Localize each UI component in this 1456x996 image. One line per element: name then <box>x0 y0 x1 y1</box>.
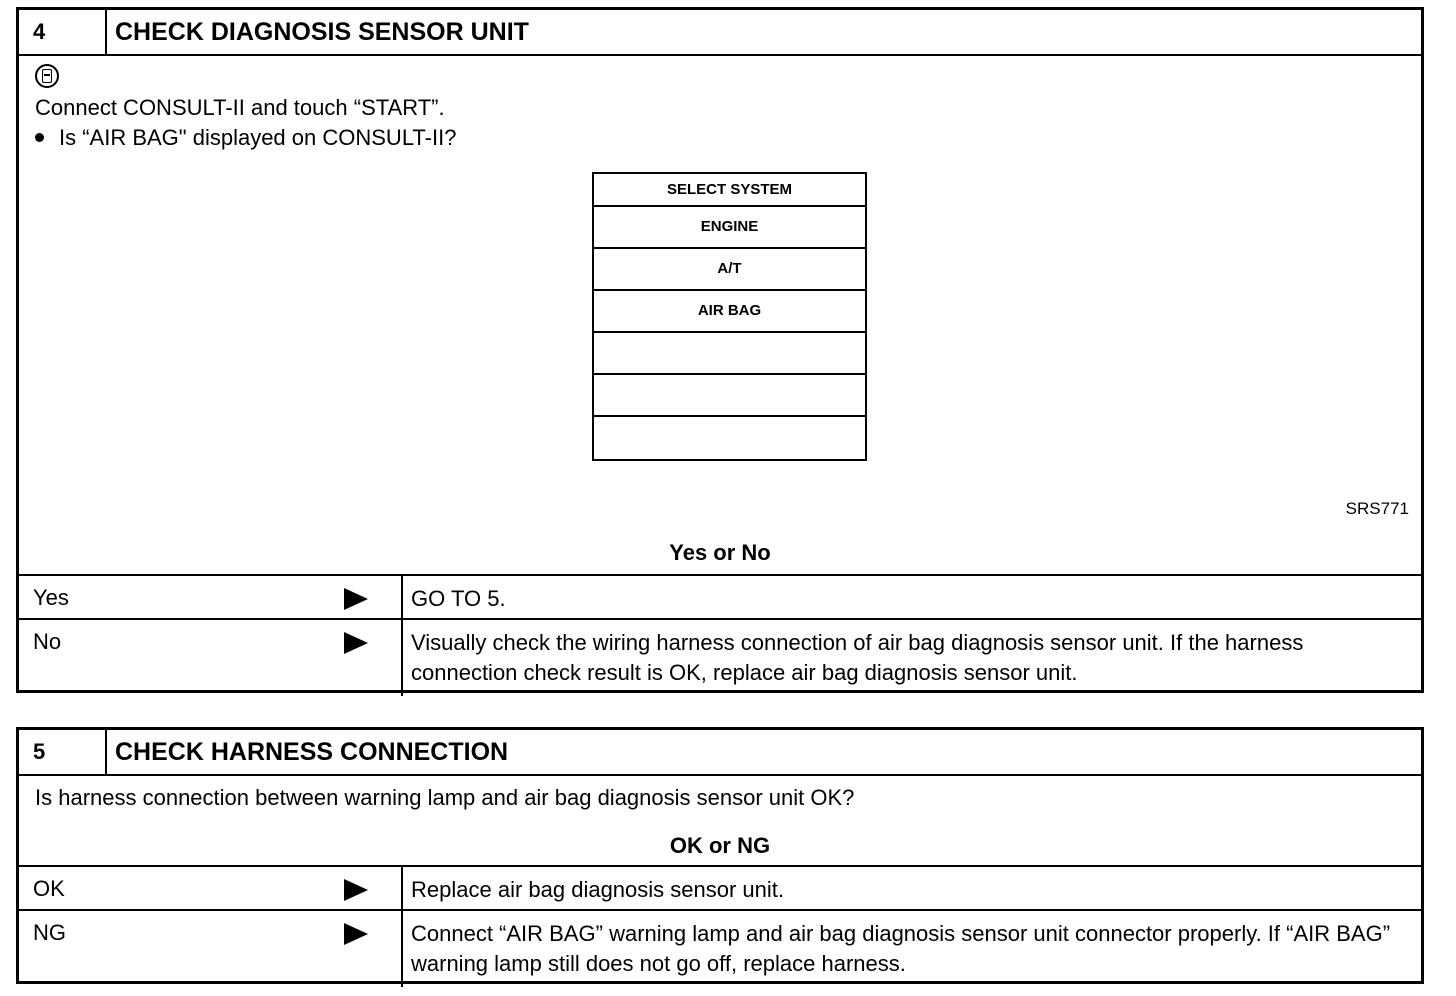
arrow-right-icon <box>344 923 368 945</box>
decision-label: Yes or No <box>669 540 771 565</box>
figure-reference: SRS771 <box>1345 499 1409 518</box>
step-number: 4 <box>19 10 107 54</box>
result-action: Visually check the wiring harness connection of air bag diagnosis sensor unit. If the harness connection check result is OK, replace air bag diagnosis sensor unit. <box>411 630 1304 685</box>
step-number: 5 <box>19 730 107 774</box>
result-action: Replace air bag diagnosis sensor unit. <box>411 877 785 902</box>
step-5-body <box>19 776 1421 865</box>
result-row-no <box>19 618 1421 696</box>
instruction-text: Connect CONSULT-II and touch “START”. <box>35 95 445 120</box>
result-row-yes <box>19 574 1421 618</box>
result-action: Connect “AIR BAG” warning lamp and air bag diagnosis sensor unit connector properly. If “AIR BAG” warning lamp still does not go off, replace harness. <box>411 921 1391 976</box>
consult-tool-icon <box>35 64 59 88</box>
screen-item-at: A/T <box>594 249 865 291</box>
answer-text: No <box>33 629 62 654</box>
arrow-right-icon <box>344 879 368 901</box>
result-answer <box>19 911 403 987</box>
step-4-header <box>19 10 1421 56</box>
step-title: CHECK DIAGNOSIS SENSOR UNIT <box>115 18 529 46</box>
step-title: CHECK HARNESS CONNECTION <box>115 738 509 766</box>
question-text: Is harness connection between warning lamp and air bag diagnosis sensor unit OK? <box>35 785 855 810</box>
question-text: Is “AIR BAG" displayed on CONSULT-II? <box>59 125 457 150</box>
result-row-ok <box>19 865 1421 909</box>
screen-item-air-bag: AIR BAG <box>594 291 865 333</box>
step-4-box <box>16 7 1424 693</box>
answer-text: OK <box>33 876 65 901</box>
consult-select-system-screen <box>592 172 867 461</box>
arrow-right-icon <box>344 588 368 610</box>
arrow-right-icon <box>344 632 368 654</box>
decision-label: OK or NG <box>669 833 771 858</box>
bullet-icon <box>35 133 44 142</box>
result-answer <box>19 867 403 909</box>
result-answer <box>19 576 403 618</box>
result-row-ng <box>19 909 1421 987</box>
step-4-body <box>19 56 1421 574</box>
answer-text: Yes <box>33 585 69 610</box>
screen-item-empty <box>594 333 865 375</box>
screen-item-empty <box>594 375 865 417</box>
screen-header: SELECT SYSTEM <box>594 174 865 207</box>
question-line <box>35 124 456 152</box>
screen-item-engine: ENGINE <box>594 207 865 249</box>
result-answer <box>19 620 403 696</box>
step-5-header <box>19 730 1421 776</box>
step-5-box <box>16 727 1424 984</box>
screen-item-empty <box>594 417 865 459</box>
result-action: GO TO 5. <box>411 586 506 611</box>
answer-text: NG <box>33 920 66 945</box>
